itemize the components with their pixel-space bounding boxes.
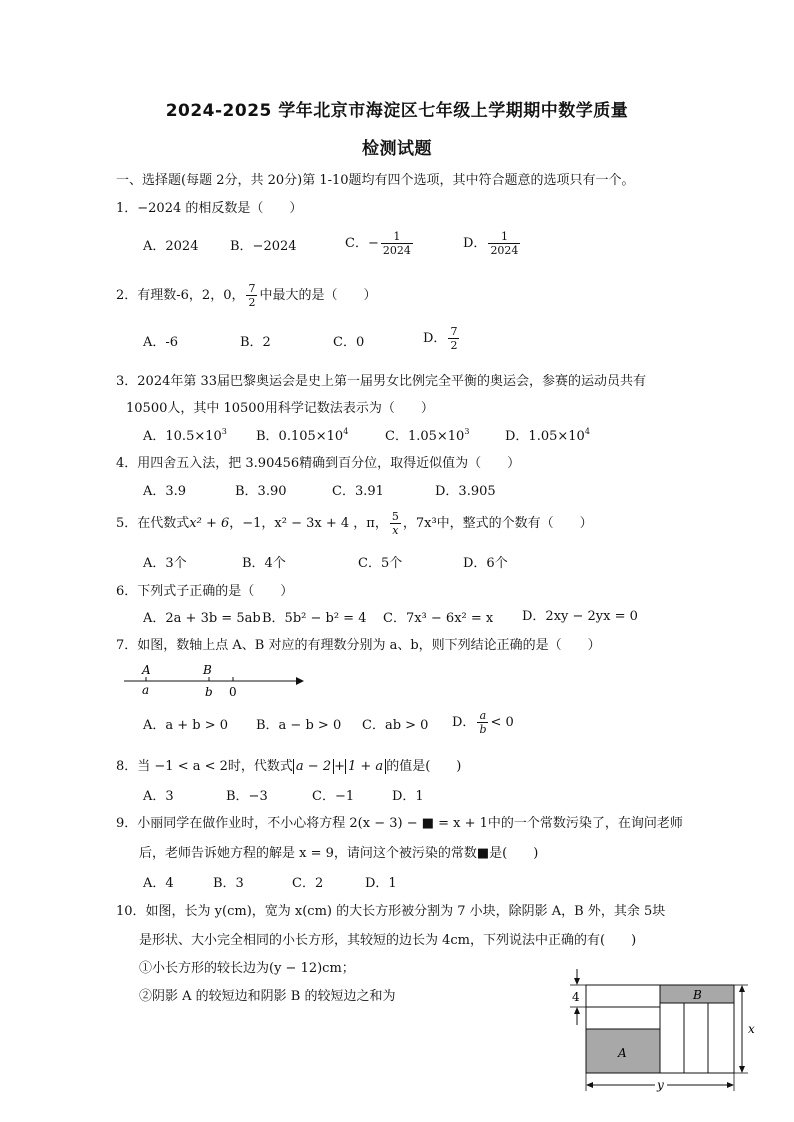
exam-title-line1: 2024-2025 学年北京市海淀区七年级上学期期中数学质量 — [165, 101, 629, 121]
q5-stem-mid: ，−1，x² − 3x + 4 ，π， — [229, 516, 388, 531]
q4-option-d: D．3.905 — [435, 484, 496, 499]
q1-option-c-fraction — [381, 230, 413, 257]
q10-stem-line1: 10．如图，长为 y(cm)，宽为 x(cm) 的大长方形被分割为 7 小块，除阴影 A，B 外，其余 5块 — [116, 904, 666, 919]
q8-option-d: D．1 — [392, 789, 424, 804]
q9-stem-line1: 9．小丽同学在做作业时，不小心将方程 2(x − 3) − ■ = x + 1中的一个常数污染了，在询问老师 — [116, 816, 683, 831]
q8-option-b: B．−3 — [226, 789, 268, 804]
q4-option-c: C．3.91 — [332, 484, 384, 499]
q1-c-num: 1 — [381, 230, 413, 244]
q2-d-den: 2 — [450, 339, 458, 352]
dim-x-label: x — [748, 1022, 755, 1036]
shaded-b-label: B — [693, 988, 702, 1002]
q2-stem-suffix: 中最大的是（ ） — [259, 288, 377, 303]
q4-option-a: A．3.9 — [143, 484, 187, 499]
q7-d-prefix: D． — [452, 715, 476, 730]
q2-stem-fraction — [246, 282, 257, 309]
dim-4-label: 4 — [572, 990, 580, 1004]
shaded-a-label: A — [618, 1046, 627, 1060]
q5-frac-den: x — [392, 524, 399, 537]
q3-b-exp: 4 — [343, 427, 349, 436]
q8-abs2: 1 + a — [345, 759, 386, 774]
q7-d-fraction — [477, 709, 488, 736]
q10-stem-line2: 是形状、大小完全相同的小长方形，其较短的边长为 4cm，下列说法中正确的有( ) — [139, 933, 637, 948]
q7-d-den: b — [479, 723, 487, 736]
q5-stem-suffix: ，7x³中，整式的个数有（ ） — [402, 516, 593, 531]
q9-option-c: C．2 — [292, 876, 324, 891]
q8-stem-prefix: 8．当 −1 < a < 2时，代数式 — [116, 759, 293, 774]
q10-item-2: ②阴影 A 的较短边和阴影 B 的较短边之和为 — [139, 989, 396, 1004]
q2-d-num: 7 — [450, 325, 458, 338]
q3-c-base: C．1.05×10 — [385, 429, 465, 444]
q6-option-a: A．2a + 3b = 5ab — [143, 611, 261, 626]
q6-option-b: B．5b² − b² = 4 — [262, 611, 367, 626]
q3-c-exp: 3 — [464, 427, 470, 436]
q1-option-d-prefix: D． — [463, 236, 487, 251]
q8-stem — [116, 758, 461, 776]
q7-option-d — [452, 709, 514, 736]
q5-stem — [116, 510, 593, 537]
q5-first-expr: x² + 6 — [189, 516, 230, 531]
q2-option-d — [423, 325, 461, 352]
q3-a-exp: 3 — [221, 427, 227, 436]
q9-option-d: D．1 — [365, 876, 397, 891]
q2-option-d-prefix: D． — [423, 331, 447, 346]
q3-stem-line2: 10500人，其中 10500用科学记数法表示为（ ） — [126, 401, 434, 416]
q7-stem: 7．如图，数轴上点 A、B 对应的有理数分别为 a、b，则下列结论正确的是（ ） — [116, 638, 601, 653]
q1-c-den: 2024 — [382, 244, 411, 257]
q3-d-exp: 4 — [584, 427, 590, 436]
q5-option-d: D．6个 — [463, 556, 508, 571]
rectangle-partition-figure — [562, 965, 762, 1095]
q3-option-d — [505, 428, 590, 446]
q9-option-a: A．4 — [143, 876, 174, 891]
q9-option-b: B．3 — [213, 876, 244, 891]
q2-option-c: C．0 — [333, 335, 365, 350]
q9-stem-line2: 后，老师告诉她方程的解是 x = 9，请问这个被污染的常数■是( ) — [139, 846, 539, 861]
q5-stem-prefix: 5．在代数式 — [116, 516, 190, 531]
q1-d-den: 2024 — [490, 244, 519, 257]
q1-stem: 1．−2024 的相反数是（ ） — [116, 201, 303, 216]
q2-stem-num: 7 — [248, 282, 256, 295]
point-a-value: a — [142, 683, 150, 697]
q2-option-d-fraction — [448, 325, 459, 352]
dim-x-top-arrowhead — [739, 985, 745, 992]
q2-stem — [116, 282, 377, 309]
q5-option-a: A．3个 — [143, 556, 187, 571]
q3-option-c — [385, 428, 469, 446]
q7-d-suffix: < 0 — [490, 715, 514, 730]
q3-stem-line1: 3．2024年第 33届巴黎奥运会是史上第一届男女比例完全平衡的奥运会，参赛的运动员共有 — [116, 374, 647, 389]
q8-plus: + — [334, 759, 345, 774]
number-line-arrow — [296, 677, 304, 685]
q2-option-a: A．-6 — [143, 335, 179, 350]
dim-y-right-arrowhead — [727, 1082, 734, 1088]
exam-title-line2: 检测试题 — [362, 139, 432, 159]
q1-option-c-prefix: C．− — [345, 236, 379, 251]
q3-a-base: A．10.5×10 — [143, 429, 222, 444]
dim-4-lower-arrowhead — [574, 1007, 580, 1014]
q2-stem-prefix: 2．有理数-6，2，0， — [116, 288, 245, 303]
q4-stem: 4．用四舍五入法，把 3.90456精确到百分位，取得近似值为（ ） — [116, 456, 521, 471]
q1-option-d-fraction — [488, 230, 520, 257]
point-A-label: A — [142, 663, 151, 677]
q8-option-c: C．−1 — [312, 789, 355, 804]
q1-option-d — [463, 230, 522, 257]
q1-option-c — [345, 230, 415, 257]
q6-option-d: D．2xy − 2yx = 0 — [522, 609, 638, 624]
dim-4-upper-arrowhead — [574, 978, 580, 985]
point-b-value: b — [205, 685, 213, 699]
q8-option-a: A．3 — [143, 789, 174, 804]
dim-y-left-arrowhead — [586, 1082, 593, 1088]
q1-d-num: 1 — [488, 230, 520, 244]
dim-x-bottom-arrowhead — [739, 1066, 745, 1073]
q8-abs1: a − 2 — [293, 759, 334, 774]
dim-y-label: y — [657, 1078, 664, 1092]
q3-b-base: B．0.105×10 — [256, 429, 344, 444]
q1-option-a: A．2024 — [143, 239, 199, 254]
q8-stem-suffix: 的值是( ) — [386, 759, 462, 774]
q6-option-c: C．7x³ − 6x² = x — [383, 611, 494, 626]
q7-d-num: a — [477, 709, 488, 723]
origin-label: 0 — [229, 685, 237, 699]
q2-stem-den: 2 — [248, 296, 256, 309]
q3-option-b — [256, 428, 348, 446]
q7-option-b: B．a − b > 0 — [256, 718, 342, 733]
q7-option-c: C．ab > 0 — [362, 718, 429, 733]
q5-frac-num: 5 — [391, 510, 399, 523]
q3-option-a — [143, 428, 227, 446]
q10-item-1: ①小长方形的较长边为(y − 12)cm； — [139, 961, 355, 976]
q5-fraction — [390, 510, 401, 537]
q7-option-a: A．a + b > 0 — [143, 718, 229, 733]
q6-stem: 6．下列式子正确的是（ ） — [116, 584, 294, 599]
q1-option-b: B．−2024 — [230, 239, 297, 254]
q2-option-b: B．2 — [240, 335, 271, 350]
q3-d-base: D．1.05×10 — [505, 429, 585, 444]
q5-option-b: B．4个 — [242, 556, 286, 571]
q5-option-c: C．5个 — [358, 556, 403, 571]
number-line-figure — [118, 660, 313, 702]
section-heading: 一、选择题(每题 2分，共 20分)第 1-10题均有四个选项，其中符合题意的选项只有一个。 — [116, 173, 635, 188]
q4-option-b: B．3.90 — [235, 484, 287, 499]
point-B-label: B — [203, 663, 212, 677]
